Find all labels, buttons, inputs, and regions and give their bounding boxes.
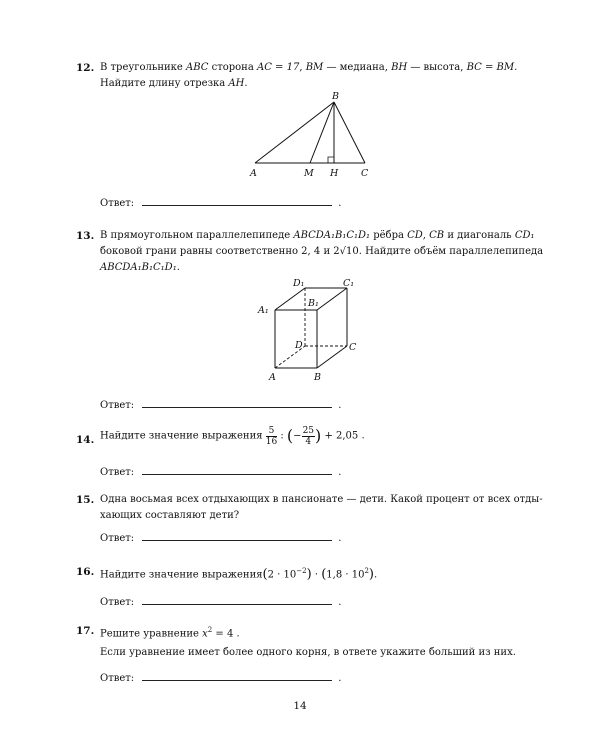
text: 2 bbox=[207, 626, 213, 634]
text: + 2,05 . bbox=[321, 430, 365, 442]
text: ABCDA₁B₁C₁D₁ bbox=[100, 262, 177, 273]
text: ( bbox=[286, 426, 294, 445]
label-c: C bbox=[349, 342, 357, 353]
problem-13-text bbox=[100, 228, 560, 276]
answer-dot: . bbox=[338, 198, 342, 209]
answer-line[interactable] bbox=[142, 398, 332, 408]
text: Одна восьмая всех отдыхающих в пансионате — дети. Какой процент от всех отды- bbox=[100, 494, 543, 505]
problem-17-text bbox=[100, 622, 560, 642]
edge-a1d1 bbox=[275, 288, 305, 310]
text: Найдите значение выражения bbox=[100, 569, 263, 581]
right-angle-mark bbox=[328, 157, 334, 163]
text: ( bbox=[321, 566, 327, 582]
text: AH bbox=[228, 78, 245, 89]
problem-13-number: 13. bbox=[76, 230, 95, 242]
answer-row-13 bbox=[100, 398, 341, 411]
label-a: A bbox=[269, 372, 276, 383]
problem-16-text bbox=[100, 563, 560, 583]
text: −2 bbox=[296, 567, 307, 575]
text: и диагональ bbox=[444, 230, 515, 241]
text: — высота, bbox=[407, 62, 467, 73]
answer-label: Ответ: bbox=[100, 597, 135, 608]
answer-label: Ответ: bbox=[100, 533, 135, 544]
text: Решите уравнение bbox=[100, 628, 203, 640]
text: ) bbox=[368, 566, 374, 582]
answer-dot: . bbox=[338, 467, 342, 478]
problem-16-number: 16. bbox=[76, 566, 95, 578]
label-d1: D₁ bbox=[293, 278, 305, 289]
label-d: D bbox=[295, 340, 303, 351]
text: — медиана, bbox=[323, 62, 392, 73]
answer-label: Ответ: bbox=[100, 198, 135, 209]
problem-12-number: 12. bbox=[76, 62, 95, 74]
text: . bbox=[176, 262, 180, 273]
label-b1: B₁ bbox=[308, 298, 319, 309]
answer-line[interactable] bbox=[142, 196, 332, 206]
text: . bbox=[514, 62, 518, 73]
text: , bbox=[299, 62, 306, 73]
text: 2 · 10 bbox=[267, 569, 297, 581]
text: ) bbox=[315, 426, 322, 445]
text: BM bbox=[305, 62, 324, 73]
edge-bc bbox=[317, 346, 347, 368]
label-b: B bbox=[314, 372, 321, 383]
text: ABCDA₁B₁C₁D₁ bbox=[293, 230, 371, 241]
answer-label: Ответ: bbox=[100, 467, 135, 478]
label-h: H bbox=[330, 168, 339, 179]
answer-dot: . bbox=[338, 597, 342, 608]
text: 25 bbox=[302, 425, 315, 436]
text: BH bbox=[391, 62, 408, 73]
answer-label: Ответ: bbox=[100, 400, 135, 411]
page-number: 14 bbox=[293, 700, 307, 712]
problem-15-text bbox=[100, 492, 560, 524]
text: = 4 . bbox=[212, 628, 240, 640]
answer-line[interactable] bbox=[142, 465, 332, 475]
text: рёбра bbox=[370, 230, 408, 241]
text: : bbox=[277, 430, 287, 442]
answer-dot: . bbox=[338, 533, 342, 544]
problem-17-number: 17. bbox=[76, 625, 95, 637]
text: боковой грани равны соответственно 2, 4 и 2 bbox=[100, 246, 340, 257]
text: ABC bbox=[186, 62, 209, 73]
text: . bbox=[244, 78, 248, 89]
text: BC = BM bbox=[466, 62, 515, 73]
answer-row-12 bbox=[100, 196, 341, 209]
answer-row-15 bbox=[100, 531, 341, 544]
text: хающих составляют дети? bbox=[100, 510, 240, 521]
text: CB bbox=[429, 230, 445, 241]
text: AC = 17 bbox=[256, 62, 300, 73]
text: 1,8 · 10 bbox=[326, 569, 365, 581]
answer-dot: . bbox=[338, 673, 342, 684]
triangle-figure bbox=[240, 90, 380, 182]
side-bc bbox=[334, 102, 365, 163]
answer-line[interactable] bbox=[142, 531, 332, 541]
text: 2 bbox=[364, 567, 369, 575]
text: Найдите значение выражения bbox=[100, 430, 263, 442]
text: В прямоугольном параллелепипеде bbox=[100, 230, 294, 241]
text: . Найдите объём параллелепипеда bbox=[358, 246, 544, 257]
fraction-25-4 bbox=[302, 426, 315, 447]
label-a: A bbox=[250, 168, 257, 179]
label-c1: C₁ bbox=[343, 278, 355, 289]
problem-15-number: 15. bbox=[76, 494, 95, 506]
text: 5 bbox=[266, 426, 277, 437]
answer-label: Ответ: bbox=[100, 673, 135, 684]
text: . bbox=[374, 569, 378, 581]
answer-row-16 bbox=[100, 595, 341, 608]
label-c: C bbox=[361, 168, 369, 179]
text: 4 bbox=[305, 436, 312, 447]
edge-b1c1 bbox=[317, 288, 347, 310]
text: − bbox=[293, 430, 302, 442]
text: Если уравнение имеет более одного корня, в ответе укажите больший из них. bbox=[100, 647, 516, 658]
label-m: M bbox=[304, 168, 314, 179]
text: Найдите длину отрезка bbox=[100, 78, 229, 89]
problem-12-text bbox=[100, 60, 560, 92]
answer-dot: . bbox=[338, 400, 342, 411]
parallelepiped-figure bbox=[255, 276, 370, 386]
text: · bbox=[311, 569, 322, 581]
label-a1: A₁ bbox=[258, 305, 269, 316]
answer-line[interactable] bbox=[142, 671, 332, 681]
text: сторона bbox=[208, 62, 257, 73]
answer-row-14 bbox=[100, 465, 341, 478]
text: CD bbox=[407, 230, 423, 241]
text: 16 bbox=[265, 436, 278, 447]
text: , bbox=[422, 230, 430, 241]
text: x bbox=[202, 628, 208, 640]
text: √10 bbox=[339, 246, 359, 257]
label-b: B bbox=[332, 91, 339, 102]
text: ( bbox=[262, 566, 268, 582]
problem-14-number: 14. bbox=[76, 434, 95, 446]
text: В треугольнике bbox=[100, 62, 186, 73]
answer-line[interactable] bbox=[142, 595, 332, 605]
problem-14-text bbox=[100, 424, 560, 449]
answer-row-17 bbox=[100, 671, 341, 684]
fraction-5-16 bbox=[266, 426, 277, 447]
text: CD₁ bbox=[514, 230, 535, 241]
problem-17-note bbox=[100, 645, 560, 661]
text: ) bbox=[306, 566, 312, 582]
